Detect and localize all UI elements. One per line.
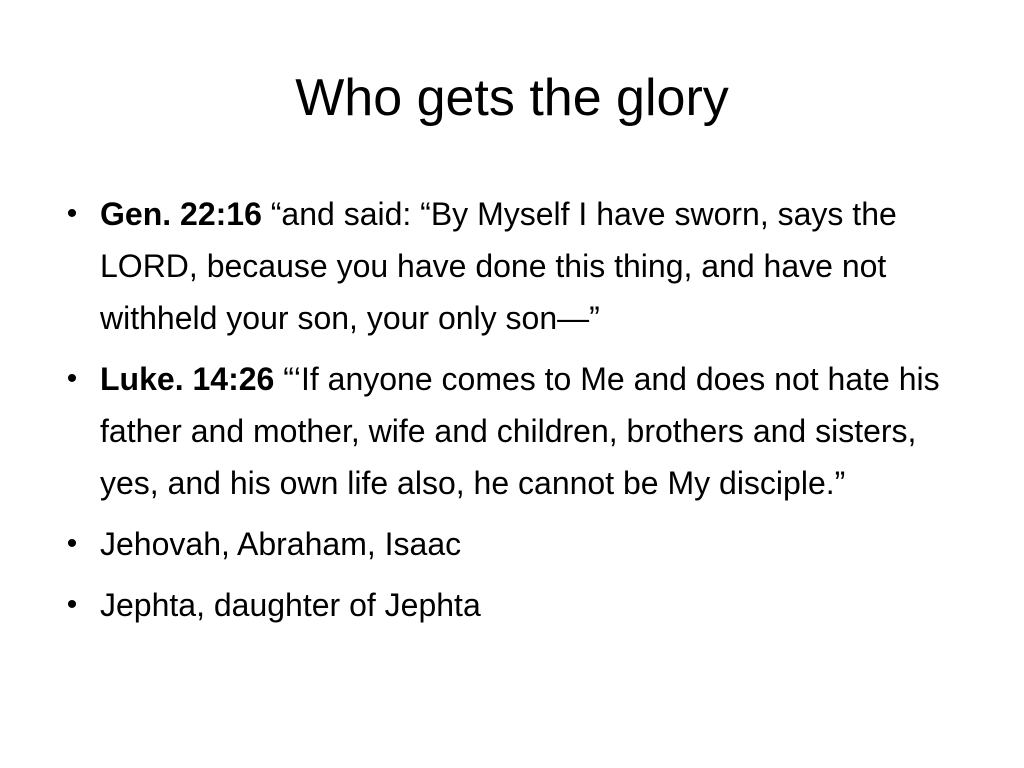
bullet-text: “‘If anyone comes to Me and does not hate his father and mother, wife and children, brothers and sisters, yes, and his own life also, he cannot be My disciple.” — [100, 361, 940, 501]
scripture-reference: Luke. 14:26 — [100, 361, 275, 397]
bullet-item-gen — [66, 188, 980, 344]
slide-title: Who gets the glory — [295, 69, 729, 127]
bullet-list — [66, 188, 980, 640]
bullet-icon: • — [66, 362, 78, 395]
bullet-item-jephta — [66, 579, 980, 631]
bullet-item-jehovah — [66, 518, 980, 570]
bullet-text: “and said: “By Myself I have sworn, says the LORD, because you have done this thing, and have not withheld your son, your only son—” — [100, 196, 897, 336]
bullet-text: Jephta, daughter of Jephta — [100, 587, 481, 623]
bullet-item-luke — [66, 353, 980, 509]
bullet-icon: • — [66, 197, 78, 230]
bullet-text: Jehovah, Abraham, Isaac — [100, 526, 462, 562]
scripture-reference: Gen. 22:16 — [100, 196, 262, 232]
bullet-icon: • — [66, 588, 78, 621]
bullet-icon: • — [66, 527, 78, 560]
